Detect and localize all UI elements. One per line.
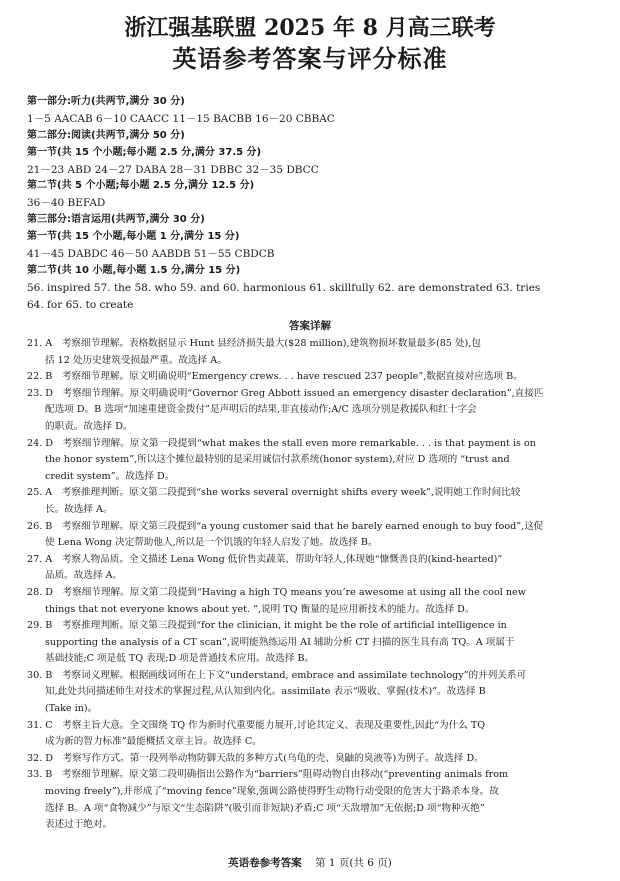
- detail-line: 表述过于绝对。: [45, 819, 113, 831]
- answer-key-section: [27, 94, 597, 314]
- detail-line: things that not everyone knows about yet. ”,说明 TQ 衡量的是应用新技术的能力。故选择 D。: [45, 603, 475, 615]
- answer-detail-item: [27, 386, 595, 436]
- detail-line: 26. B 考察细节理解。原文第三段提到“a young customer said that he barely earned enough to buy food”,这促: [27, 520, 544, 532]
- detail-line: supporting the analysis of a CT scan”,说明能熟练运用 AI 辅助分析 CT 扫描的医生具有高 TQ。A 项属于: [45, 636, 515, 648]
- detail-line: 使 Lena Wong 决定帮助他人,所以是一个饥饿的年轻人启发了她。故选择 B。: [45, 537, 378, 549]
- detail-line: 23. D 考察细节理解。原文明确说明“Governor Greg Abbott issued an emergency disaster declaration”,直接匹: [27, 387, 544, 399]
- answer-detail-item: [27, 718, 595, 751]
- detail-line: 28. D 考察细节理解。原文第二段提到“Having a high TQ means you’re awesome at using all the cool new: [27, 586, 526, 598]
- detail-line: 品质。故选择 A。: [45, 570, 123, 582]
- detail-line: 31. C 考察主旨大意。全文围绕 TQ 作为新时代重要能力展开,讨论其定义、表现及重要性,因此“为什么 TQ: [27, 719, 486, 731]
- footer-label: 英语卷参考答案: [228, 857, 302, 869]
- answer-detail-item: [27, 552, 595, 585]
- section-heading: 第一部分:听力(共两节,满分 30 分): [27, 96, 185, 107]
- detail-line: moving freely”),并形成了“moving fence”现象,强调公路使得野生动物行动受限的危害大于路杀本身。故: [45, 786, 499, 798]
- answer-detail-item: [27, 336, 595, 369]
- detail-line: 25. A 考察推理判断。原文第二段提到“she works several overnight shifts every week”,说明她工作时间比较: [27, 487, 521, 499]
- answer-detail-item: [27, 436, 595, 486]
- detail-line: the honor system”,所以这个摊位最特别的是采用诚信付款系统(honor system),对应 D 选项的 “trust and: [45, 454, 510, 466]
- detail-line: credit system”。故选择 D。: [45, 470, 175, 482]
- answer-detail-item: [27, 668, 595, 718]
- detail-line: 选择 B。A 项“食物减少”与原文“生态陷阱”(吸引而非短缺)矛盾;C 项“天敌增加”无依据;D 项“物种灭绝”: [45, 802, 485, 814]
- detail-line: 基础技能;C 项是低 TQ 表现;D 项是普通技术应用。故选择 B。: [45, 653, 315, 665]
- document-title: 英语参考答案与评分标准: [172, 44, 448, 73]
- answer-line: 21－23 ABD 24－27 DABA 28－31 DBBC 32－35 DBCC: [27, 163, 319, 176]
- section-heading: 第二节(共 5 个小题;每小题 2.5 分,满分 12.5 分): [27, 180, 255, 192]
- section-heading: 第二部分:阅读(共两节,满分 50 分): [27, 129, 185, 141]
- answer-detail-item: [27, 585, 595, 618]
- detail-line: (Take in)。: [45, 703, 98, 715]
- answer-detail-item: [27, 618, 595, 668]
- answer-line: 1－5 AACAB 6－10 CAACC 11－15 BACBB 16－20 CBBAC: [27, 112, 335, 125]
- answer-line: 56. inspired 57. the 58. who 59. and 60. harmonious 61. skillfully 62. are demonstrated 63. tries: [27, 281, 541, 294]
- section-heading: 第三部分:语言运用(共两节,满分 30 分): [27, 214, 205, 226]
- section-heading: 第一节(共 15 个小题;每小题 2.5 分,满分 37.5 分): [27, 146, 262, 158]
- section-heading: 第二节(共 10 小题,每小题 1.5 分,满分 15 分): [27, 264, 241, 276]
- detail-line: 29. B 考察推理判断。原文第三段提到“for the clinician, it might be the role of artificial intelligence in: [27, 620, 507, 632]
- answer-line: 36－40 BEFAD: [27, 197, 106, 210]
- detail-line: 24. D 考察细节理解。原文第一段提到“what makes the stall even more remarkable. . . is that payment is on: [27, 437, 536, 449]
- footer-page-number: 第 1 页(共 6 页): [314, 857, 392, 869]
- answer-line: 64. for 65. to create: [27, 298, 134, 311]
- page-footer: [0, 855, 620, 870]
- detail-line: 长。故选择 A。: [45, 503, 113, 515]
- detail-line: 30. B 考察词义理解。根据画线词所在上下文“understand, embrace and assimilate technology”的并列关系可: [27, 669, 527, 681]
- answer-detail-item: [27, 369, 595, 386]
- detail-line: 成为新的智力标准”最能概括文章主旨。故选择 C。: [45, 736, 262, 748]
- detail-line: 32. D 考察写作方式。第一段列举动物防御天敌的多种方式(乌龟的壳、臭鼬的臭液等)为例子。故选择 D。: [27, 752, 484, 764]
- answer-line: 41－45 DABDC 46－50 AABDB 51－55 CBDCB: [27, 248, 275, 261]
- detail-line: 括 12 处历史建筑受损最严重。故选择 A。: [45, 354, 227, 366]
- detail-line: 22. B 考察细节理解。原文明确说明“Emergency crews. . . have rescued 237 people”,数据直接对应选项 B。: [27, 371, 523, 383]
- answer-detail-item: [27, 767, 595, 833]
- answer-detail-item: [27, 751, 595, 768]
- answer-detail-item: [27, 485, 595, 518]
- detail-line: 配选项 D。B 选项“加速重建资金拨付”是声明后的结果,非直接动作;A/C 选项分别是救援队和红十字会: [45, 404, 477, 416]
- footer-spacer: [305, 857, 312, 869]
- detail-line: 知,此处共同描述师生对技术的掌握过程,从认知到内化。assimilate 表示“吸收、掌握(技术)”。故选择 B: [45, 686, 486, 698]
- section-heading: 第一节(共 15 个小题,每小题 1 分,满分 15 分): [27, 231, 240, 243]
- answer-detail-item: [27, 519, 595, 552]
- answer-details-section: [27, 336, 595, 834]
- details-heading: 答案详解: [289, 320, 331, 332]
- exam-title: 浙江强基联盟 2025 年 8 月高三联考: [124, 15, 496, 41]
- detail-line: 27. A 考察人物品质。全文描述 Lena Wong 低价售卖蔬菜、帮助年轻人,体现她“慷慨善良的(kind-hearted)”: [27, 553, 503, 565]
- detail-line: 33. B 考察细节理解。原文第二段明确指出公路作为“barriers”阻碍动物自由移动(“preventing animals from: [27, 769, 509, 781]
- detail-line: 21. A 考察细节理解。表格数据显示 Hunt 县经济损失最大($28 million),建筑物损坏数量最多(85 处),包: [27, 338, 481, 349]
- detail-line: 的职责。故选择 D。: [45, 420, 133, 432]
